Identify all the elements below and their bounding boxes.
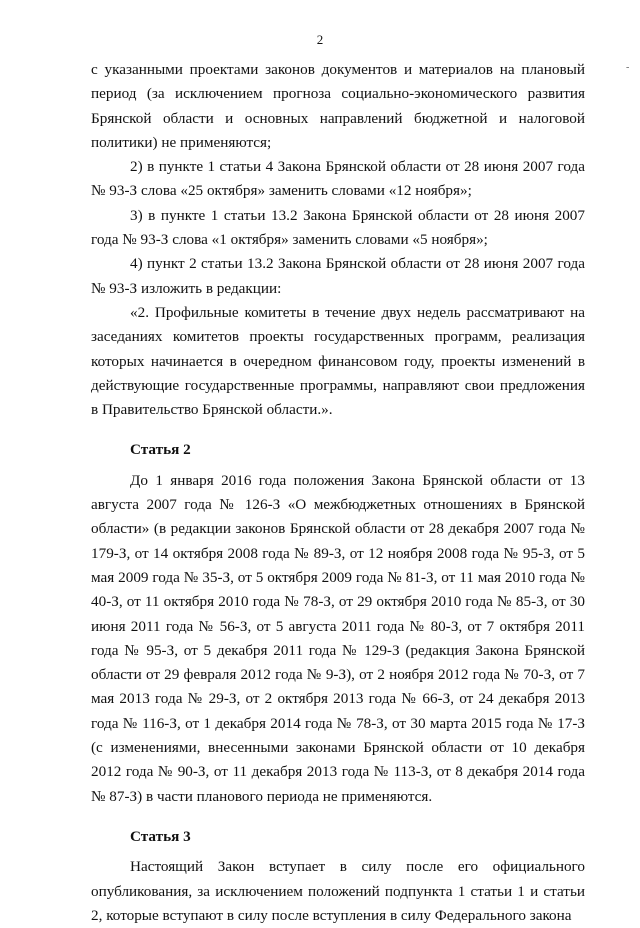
paragraph-item-3: 3) в пункте 1 статьи 13.2 Закона Брянской области от 28 июня 2007 года № 93-З слова «1 октября» заменить словами «5 ноября»; bbox=[91, 206, 585, 249]
page-number: 2 bbox=[316, 32, 324, 47]
article-2-text: До 1 января 2016 года положения Закона Брянской области от 13 августа 2007 года № 126-З «О межбюджетных отношениях в Брянской области» (в редакции законов Брянской области от 28 декабря 2007 года № 179-З, от 14 октября 2008 года № 89-З, от 12 ноября 2008 года № 95-З, от 5 мая 2009 года № 35-З, от 5 октября 2009 года № 81-З, от 11 мая 2010 года № 40-З, от 11 октября 2010 года № 78-З, от 29 октября 2010 года № 85-З, от 30 июня 2011 года № 56-З, от 5 августа 2011 года № 80-З, от 7 октября 2011 года № 95-З, от 5 декабря 2011 года № 129-З (редакция Закона Брянской области от 29 февраля 2012 года № 9-З), от 2 ноября 2012 года № 70-З, от 7 мая 2013 года № 29-З, от 2 октября 2013 года № 66-З, от 24 декабря 2013 года № 116-З, от 1 декабря 2014 года № 78-З, от 30 марта 2015 года № 17-З (с изменениями, внесенными законами Брянской области от 10 декабря 2012 года № 90-З, от 11 декабря 2013 года № 113-З, от 8 декабря 2014 года № 87-З) в части планового периода не применяются. bbox=[91, 471, 585, 805]
article-3-heading: Статья 3 bbox=[130, 827, 191, 845]
article-3-text: Настоящий Закон вступает в силу после его официального опубликования, за исключением положений подпункта 1 статьи 1 и статьи 2, которые вступают в силу после вступления в силу Федерального закона bbox=[91, 858, 585, 924]
margin-mark: - bbox=[626, 62, 630, 73]
paragraph-item-2: 2) в пункте 1 статьи 4 Закона Брянской области от 28 июня 2007 года № 93-З слова «25 октября» заменить словами «12 ноября»; bbox=[91, 158, 585, 200]
article-2-heading: Статья 2 bbox=[130, 441, 191, 459]
document-body bbox=[91, 58, 585, 928]
paragraph-continuation: с указанными проектами законов документов и материалов на плановый период (за исключением прогноза социально-экономического развития Брянской области и основных направлений бюджетной и налоговой политики) не применяются; bbox=[91, 61, 585, 151]
paragraph-quoted-amendment: «2. Профильные комитеты в течение двух недель рассматривают на заседаниях комитетов проекты государственных программ, реализация которых начинается в очередном финансовом году, проекты изменений в действующие государственные программы, направляют свои предложения в Правительство Брянской области.». bbox=[91, 303, 585, 419]
paragraph-item-4: 4) пункт 2 статьи 13.2 Закона Брянской области от 28 июня 2007 года № 93-З изложить в редакции: bbox=[91, 255, 585, 297]
